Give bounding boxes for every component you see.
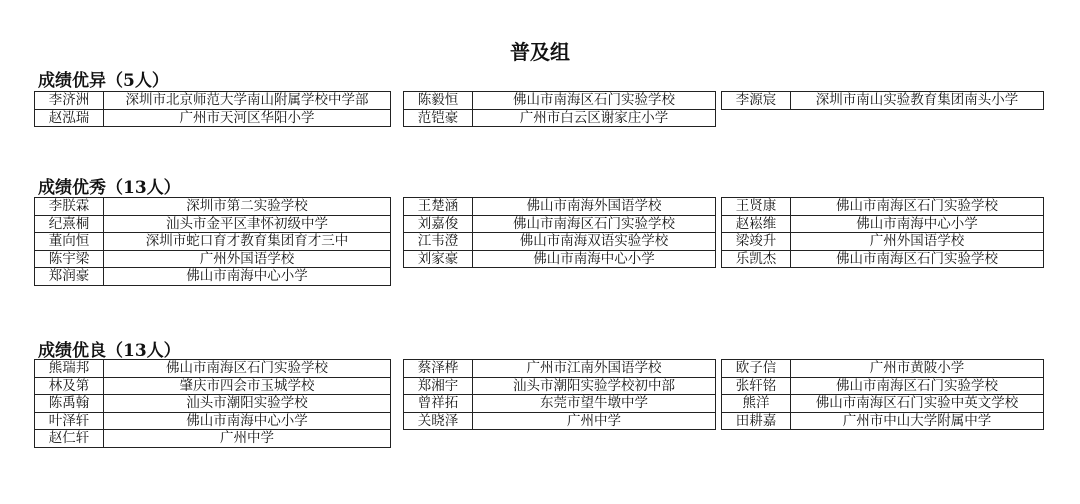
table-row <box>35 360 391 378</box>
school-name: 广州市黄陂小学 <box>791 360 1044 378</box>
results-table <box>403 91 716 127</box>
school-name: 佛山市南海区石门实验学校 <box>473 92 716 110</box>
student-name: 叶泽轩 <box>35 412 104 430</box>
school-name: 广州中学 <box>473 412 716 430</box>
table-row <box>35 268 391 286</box>
student-name: 王楚涵 <box>404 198 473 216</box>
school-name: 佛山市南海中心小学 <box>791 215 1044 233</box>
school-name: 佛山市南海中心小学 <box>473 250 716 268</box>
student-name: 王贤康 <box>722 198 791 216</box>
results-table <box>34 197 391 286</box>
student-name: 范铠豪 <box>404 109 473 127</box>
table-row <box>35 233 391 251</box>
school-name: 佛山市南海外国语学校 <box>473 198 716 216</box>
school-name: 佛山市南海双语实验学校 <box>473 233 716 251</box>
student-name: 林及第 <box>35 377 104 395</box>
results-table <box>403 359 716 430</box>
table-row <box>404 233 716 251</box>
table-row <box>404 395 716 413</box>
school-name: 东莞市望牛墩中学 <box>473 395 716 413</box>
table-row <box>722 215 1044 233</box>
table-row <box>404 360 716 378</box>
student-name: 李济洲 <box>35 92 104 110</box>
student-name: 赵崧维 <box>722 215 791 233</box>
school-name: 佛山市南海区石门实验学校 <box>791 250 1044 268</box>
school-name: 佛山市南海区石门实验学校 <box>473 215 716 233</box>
school-name: 佛山市南海区石门实验学校 <box>791 377 1044 395</box>
table-row <box>722 233 1044 251</box>
student-name: 蔡泽桦 <box>404 360 473 378</box>
student-name: 纪熹桐 <box>35 215 104 233</box>
student-name: 熊洋 <box>722 395 791 413</box>
table-row <box>35 430 391 448</box>
table-row <box>404 109 716 127</box>
table-row <box>404 92 716 110</box>
table-row <box>722 377 1044 395</box>
student-name: 赵泓瑞 <box>35 109 104 127</box>
page-title: 普及组 <box>510 40 570 64</box>
table-row <box>35 198 391 216</box>
school-name: 广州外国语学校 <box>104 250 391 268</box>
student-name: 李源宸 <box>722 92 791 110</box>
school-name: 佛山市南海区石门实验中英文学校 <box>791 395 1044 413</box>
student-name: 关晓泽 <box>404 412 473 430</box>
results-table <box>34 359 391 448</box>
student-name: 江韦澄 <box>404 233 473 251</box>
results-table <box>721 197 1044 268</box>
section-heading-good: 成绩优良（13人） <box>38 341 181 361</box>
school-name: 广州市天河区华阳小学 <box>104 109 391 127</box>
student-name: 梁竣升 <box>722 233 791 251</box>
table-row <box>35 215 391 233</box>
school-name: 广州外国语学校 <box>791 233 1044 251</box>
table-row <box>722 412 1044 430</box>
table-row <box>722 92 1044 110</box>
school-name: 佛山市南海中心小学 <box>104 412 391 430</box>
school-name: 深圳市北京师范大学南山附属学校中学部 <box>104 92 391 110</box>
table-row <box>35 250 391 268</box>
student-name: 陈毅恒 <box>404 92 473 110</box>
table-row <box>722 395 1044 413</box>
student-name: 陈禹翰 <box>35 395 104 413</box>
student-name: 张轩铭 <box>722 377 791 395</box>
table-row <box>35 412 391 430</box>
school-name: 广州市江南外国语学校 <box>473 360 716 378</box>
results-table <box>403 197 716 268</box>
student-name: 陈宇梁 <box>35 250 104 268</box>
results-table <box>721 91 1044 110</box>
table-row <box>722 250 1044 268</box>
school-name: 深圳市第二实验学校 <box>104 198 391 216</box>
table-row <box>35 109 391 127</box>
table-row <box>404 412 716 430</box>
school-name: 深圳市蛇口育才教育集团育才三中 <box>104 233 391 251</box>
section-heading-excellent: 成绩优异（5人） <box>38 71 169 91</box>
school-name: 佛山市南海区石门实验学校 <box>791 198 1044 216</box>
student-name: 刘嘉俊 <box>404 215 473 233</box>
table-row <box>35 377 391 395</box>
student-name: 田耕嘉 <box>722 412 791 430</box>
school-name: 佛山市南海中心小学 <box>104 268 391 286</box>
student-name: 李朕霖 <box>35 198 104 216</box>
student-name: 欧子信 <box>722 360 791 378</box>
student-name: 刘家豪 <box>404 250 473 268</box>
student-name: 乐凯杰 <box>722 250 791 268</box>
school-name: 肇庆市四会市玉城学校 <box>104 377 391 395</box>
student-name: 熊瑞邦 <box>35 360 104 378</box>
table-row <box>35 395 391 413</box>
school-name: 佛山市南海区石门实验学校 <box>104 360 391 378</box>
school-name: 汕头市潮阳实验学校 <box>104 395 391 413</box>
table-row <box>404 250 716 268</box>
school-name: 汕头市金平区聿怀初级中学 <box>104 215 391 233</box>
student-name: 赵仁轩 <box>35 430 104 448</box>
school-name: 广州市白云区谢家庄小学 <box>473 109 716 127</box>
table-row <box>722 198 1044 216</box>
school-name: 广州中学 <box>104 430 391 448</box>
table-row <box>722 360 1044 378</box>
school-name: 广州市中山大学附属中学 <box>791 412 1044 430</box>
table-row <box>35 92 391 110</box>
table-row <box>404 198 716 216</box>
school-name: 深圳市南山实验教育集团南头小学 <box>791 92 1044 110</box>
section-heading-outstanding: 成绩优秀（13人） <box>38 178 181 198</box>
results-table <box>34 91 391 127</box>
table-row <box>404 215 716 233</box>
school-name: 汕头市潮阳实验学校初中部 <box>473 377 716 395</box>
student-name: 曾祥拓 <box>404 395 473 413</box>
student-name: 郑湘宇 <box>404 377 473 395</box>
student-name: 郑润豪 <box>35 268 104 286</box>
student-name: 董向恒 <box>35 233 104 251</box>
results-table <box>721 359 1044 430</box>
table-row <box>404 377 716 395</box>
